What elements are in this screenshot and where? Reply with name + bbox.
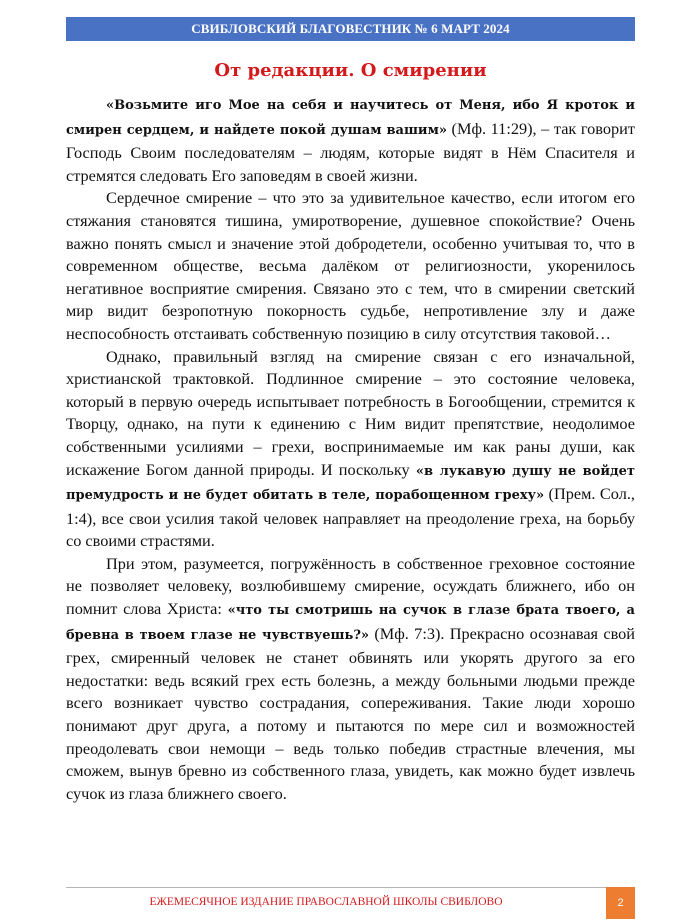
footer-publication-note: ЕЖЕМЕСЯЧНОЕ ИЗДАНИЕ ПРАВОСЛАВНОЙ ШКОЛЫ СВИБЛОВО [149, 896, 503, 908]
scripture-quote: «в лукавую душу не войдет премудрость и не будет обитать в теле, порабощенном греху» [66, 463, 635, 504]
newsletter-header [66, 17, 635, 41]
scripture-quote: «Возьмите иго Мое на себя и научитесь от Меня, ибо Я кроток и смирен сердцем, и найдете покой душам вашим» [66, 98, 635, 138]
page-number-badge [606, 887, 635, 919]
newsletter-header-title: СВИБЛОВСКИЙ БЛАГОВЕСТНИК № 6 МАРТ 2024 [191, 21, 510, 36]
article-title: От редакции. О смирении [214, 60, 487, 81]
paragraph-text: (Прем. Сол., 1:4), все свои усилия такой человек направляет на преодоление греха, на борьбу со своими страстями. [66, 484, 635, 551]
paragraph-text: При этом, разумеется, погружённость в собственное греховное состояние не позволяет человеку, возлюбившему смирение, осуждать ближнего, ибо он помнит слова Христа: [66, 553, 635, 619]
paragraph-3 [66, 346, 635, 553]
paragraph-text: (Мф. 11:29), – так говорит Господь Своим последователям – людям, которые видят в Нём Спасителя и стремятся следовать Его заповедям в своей жизни. [66, 118, 635, 185]
scripture-quote: «что ты смотришь на сучок в глазе брата твоего, а бревна в твоем глазе не чувствуешь?» [66, 603, 635, 643]
article-body [66, 93, 635, 805]
paragraph-2: Сердечное смирение – что это за удивительное качество, если итогом его стяжания становятся тишина, умиротворение, душевное спокойствие? Очень важно понять смысл и значение этой добродетели, особенно учитывая то, что в современном обществе, весьма далёком от религиозности, укоренилось негативное восприятие смирения. Связано это с тем, что в смирении светский мир видит безропотную покорность судьбе, непротивление злу и даже неспособность отстаивать собственную позицию в силу отсутствия таковой… [66, 188, 635, 343]
paragraph-4 [66, 553, 635, 806]
paragraph-text: (Мф. 7:3). Прекрасно осознавая свой грех, смиренный человек не станет обвинять или укорять другого за его недостатки: ведь всякий грех есть болезнь, а между больными людьми прежде всего возникает чувство сострадания, сопереживания. Такие люди хорошо понимают друг друга, а потому и пытаются по мере сил и возможностей преодолевать свои немощи – ведь только победив страстные влечения, мы сможем, вынув бревно из собственного глаза, увидеть, как можно будет извлечь сучок из глаза ближнего своего. [66, 623, 635, 803]
page-number: 2 [617, 897, 624, 909]
paragraph-text: Однако, правильный взгляд на смирение связан с его изначальной, христианской трактовкой. Подлинное смирение – это состояние человека, который в первую очередь испытывает потребность в Богообщении, стремится к Творцу, однако, на пути к единению с Ним видит препятствие, неодолимое собственными усилиями – грехи, воспринимаемые им как раны души, как искажение Богом данной природы. И поскольку [66, 346, 635, 479]
footer-divider [66, 887, 635, 888]
paragraph-1 [66, 93, 635, 187]
